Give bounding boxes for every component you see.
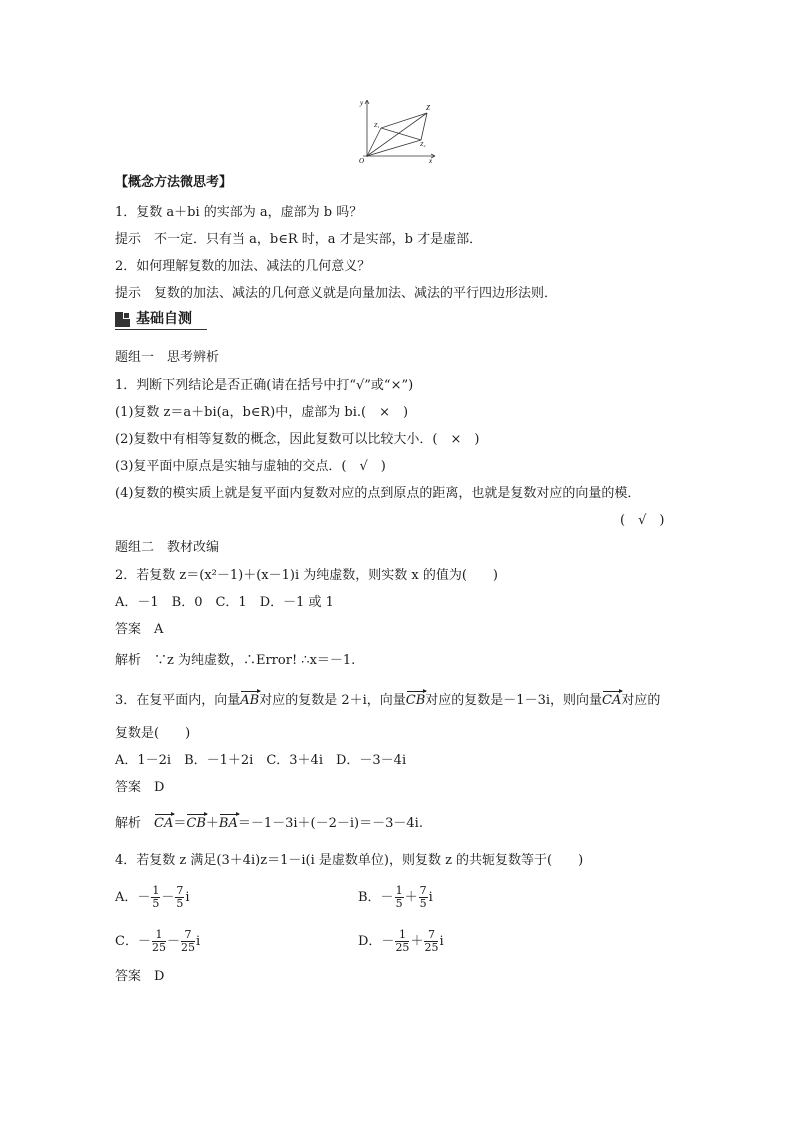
q4-option-d: D．－ $\frac{1}{25}$ ＋ $\frac{7}{25}$ i [358, 928, 444, 954]
label-y: y [360, 99, 364, 107]
q4-option-c: C．－ $\frac{1}{25}$ － $\frac{7}{25}$ i [115, 928, 201, 954]
label-z1: Z₁ [374, 123, 380, 129]
q3-analysis: 解析 CA＝CB＋BA＝－1－3i＋(－2－i)＝－3－4i. [115, 816, 423, 831]
section-marker-icon [115, 312, 130, 327]
label-x: x [429, 157, 433, 165]
group1-item-3: (3)复平面中原点是实轴与虚轴的交点．( √ ) [115, 459, 386, 474]
q4-option-a: A．－ $\frac{1}{5}$ － $\frac{7}{5}$ i [115, 884, 190, 910]
q4-stem: 4．若复数 z 满足(3＋4i)z＝1－i(i 是虚数单位)，则复数 z 的共轭复数等于( ) [115, 853, 584, 868]
group1-title: 题组一 思考辨析 [115, 350, 220, 365]
diagonal-z1z2 [381, 128, 421, 140]
group1-item-4: (4)复数的模实质上就是复平面内复数对应的点到原点的距离，也就是复数对应的向量的模． [115, 486, 641, 501]
q3-answer: 答案 D [115, 780, 165, 795]
group2-title: 题组二 教材改编 [115, 540, 220, 555]
vector-ab: AB [240, 693, 260, 708]
vector-oz1 [367, 128, 381, 156]
vector-cb: CB [405, 693, 426, 708]
group1-item-2: (2)复数中有相等复数的概念，因此复数可以比较大小．( × ) [115, 432, 480, 447]
vector-ba-analysis: BA [218, 816, 238, 831]
side-z1z [381, 113, 427, 128]
concept-question-2: 2．如何理解复数的加法、减法的几何意义？ [115, 259, 371, 274]
section-title: 基础自测 [136, 311, 192, 327]
label-origin: O [359, 157, 365, 165]
q4-option-b: B．－ $\frac{1}{5}$ ＋ $\frac{7}{5}$ i [358, 884, 433, 910]
vector-oz [367, 113, 427, 156]
label-z2: Z₂ [420, 142, 426, 148]
concept-hint-2: 提示 复数的加法、减法的几何意义就是向量加法、减法的平行四边形法则． [115, 286, 558, 301]
concept-heading: 【概念方法微思考】 [115, 175, 233, 190]
vector-cb-analysis: CB [186, 816, 206, 831]
section-underline [115, 329, 207, 330]
q2-stem: 2．若复数 z＝(x²－1)＋(x－1)i 为纯虚数，则实数 x 的值为( ) [115, 568, 498, 583]
group1-item-4-answer: ( √ ) [620, 513, 665, 528]
group1-item-1: (1)复数 z＝a＋bi(a，b∈R)中，虚部为 bi.( × ) [115, 405, 409, 420]
q2-options: A．－1 B．0 C．1 D．－1 或 1 [115, 595, 334, 610]
concept-hint-1: 提示 不一定．只有当 a，b∈R 时，a 才是实部，b 才是虚部． [115, 232, 483, 247]
vector-ca: CA [602, 693, 622, 708]
q3-options: A．1－2i B．－1＋2i C．3＋4i D．－3－4i [115, 753, 407, 768]
group1-question: 1．判断下列结论是否正确(请在括号中打“√”或“×”) [115, 378, 414, 393]
q2-analysis: 解析 ∵z 为纯虚数，∴Error! ∴x＝－1. [115, 653, 356, 668]
q3-stem: 3．在复平面内，向量AB对应的复数是 2＋i，向量CB对应的复数是－1－3i，则向量CA对应的 [115, 693, 661, 708]
section-header [115, 310, 207, 330]
q4-answer: 答案 D [115, 969, 165, 984]
label-z: Z [426, 104, 430, 112]
concept-question-1: 1．复数 a＋bi 的实部为 a，虚部为 b 吗？ [115, 205, 363, 220]
vector-ca-analysis: CA [154, 816, 174, 831]
complex-plane-diagram [355, 97, 440, 165]
q3-stem-line2: 复数是( ) [115, 726, 191, 741]
vector-oz2 [367, 140, 421, 156]
q2-answer: 答案 A [115, 622, 164, 637]
